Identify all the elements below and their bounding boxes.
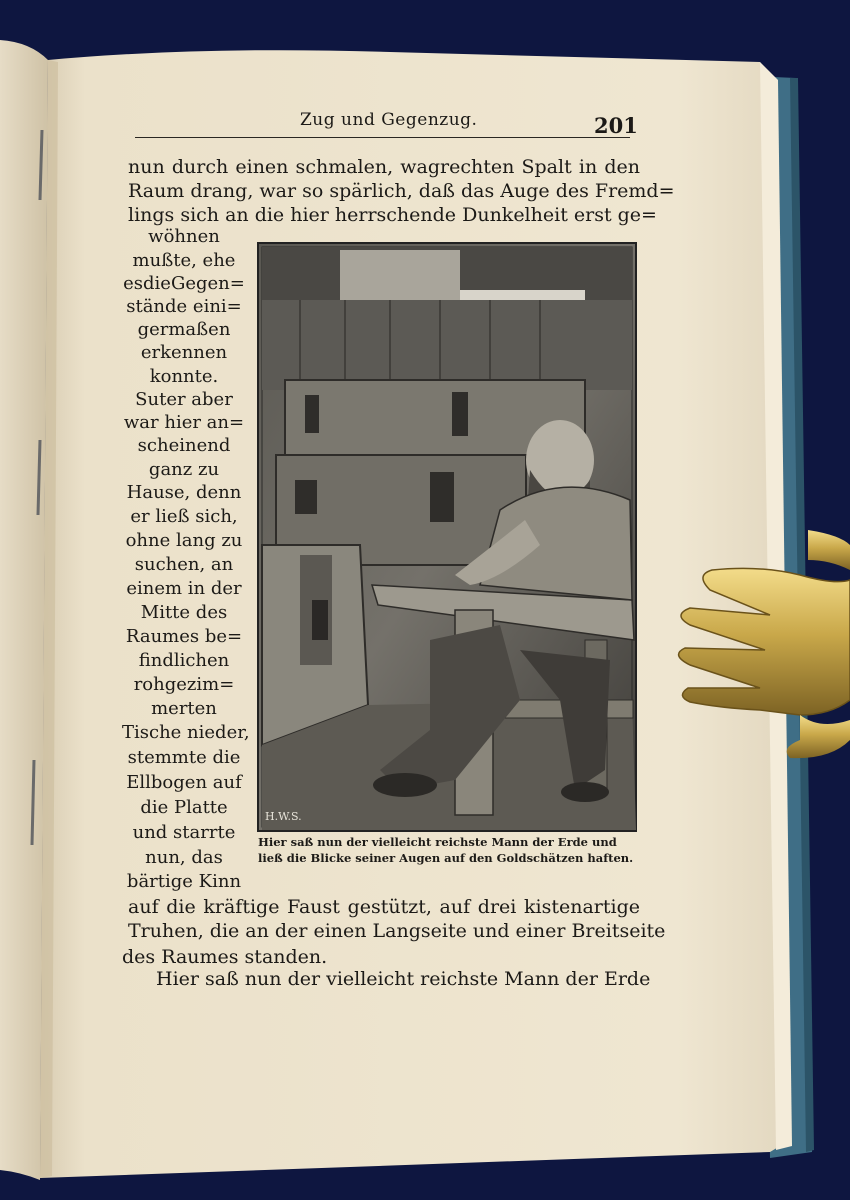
text-line: bärtige Kinn: [126, 871, 242, 892]
text-line: germaßen: [137, 319, 231, 340]
text-line: merten: [151, 698, 217, 719]
text-line: Raum drang, war so spärlich, daß das Auge des Fremd=: [128, 180, 675, 202]
text-line: suchen, an: [134, 554, 234, 575]
text-line: nun durch einen schmalen, wagrechten Spalt in den: [128, 156, 640, 178]
text-line: findlichen: [138, 650, 230, 671]
text-line: Suter aber: [135, 389, 233, 410]
text-line: wöhnen: [148, 226, 220, 247]
text-line: mußte, ehe: [132, 250, 236, 271]
text-line: stemmte die: [127, 747, 241, 768]
text-line: konnte.: [149, 366, 219, 387]
text-line: lings sich an die hier herrschende Dunkelheit erst ge=: [128, 204, 657, 226]
illustration: [258, 243, 636, 831]
text-line: stände eini=: [126, 296, 242, 317]
header-rule: [135, 137, 630, 138]
running-head: Zug und Gegenzug.: [300, 110, 478, 130]
text-line: rohgezim=: [133, 674, 235, 695]
text-line: des Raumes standen.: [122, 946, 328, 968]
illustration-caption: [258, 834, 644, 866]
text-line: war hier an=: [123, 412, 245, 433]
page-number: 201: [594, 113, 638, 138]
text-line: erkennen: [140, 342, 228, 363]
text-line: Hause, denn: [126, 482, 242, 503]
text-line: Tische nieder,: [122, 722, 250, 743]
caption-line: Hier saß nun der vielleicht reichste Mann der Erde und: [258, 835, 617, 849]
text-line: Mitte des: [140, 602, 228, 623]
text-line: die Platte: [140, 797, 228, 818]
text-line: er ließ sich,: [130, 506, 238, 527]
left-page: [0, 40, 48, 1180]
text-line: Truhen, die an der einen Langseite und einer Breitseite: [128, 920, 666, 942]
text-line: und starrte: [132, 822, 236, 843]
caption-line: ließ die Blicke seiner Augen auf den Goldschätzen haften.: [258, 851, 634, 865]
text-line: Ellbogen auf: [126, 772, 242, 793]
text-line: ohne lang zu: [125, 530, 243, 551]
text-line: Hier saß nun der vielleicht reichste Mann der Erde: [156, 968, 651, 990]
text-line: einem in der: [126, 578, 242, 599]
text-line: nun, das: [145, 847, 223, 868]
text-line: esdieGegen=: [123, 273, 245, 294]
text-line: auf die kräftige Faust gestützt, auf drei kistenartige: [128, 896, 640, 918]
text-line: scheinend: [137, 435, 231, 456]
illustrator-signature: H.W.S.: [265, 810, 302, 823]
text-line: Raumes be=: [125, 626, 243, 647]
text-line: ganz zu: [148, 459, 220, 480]
